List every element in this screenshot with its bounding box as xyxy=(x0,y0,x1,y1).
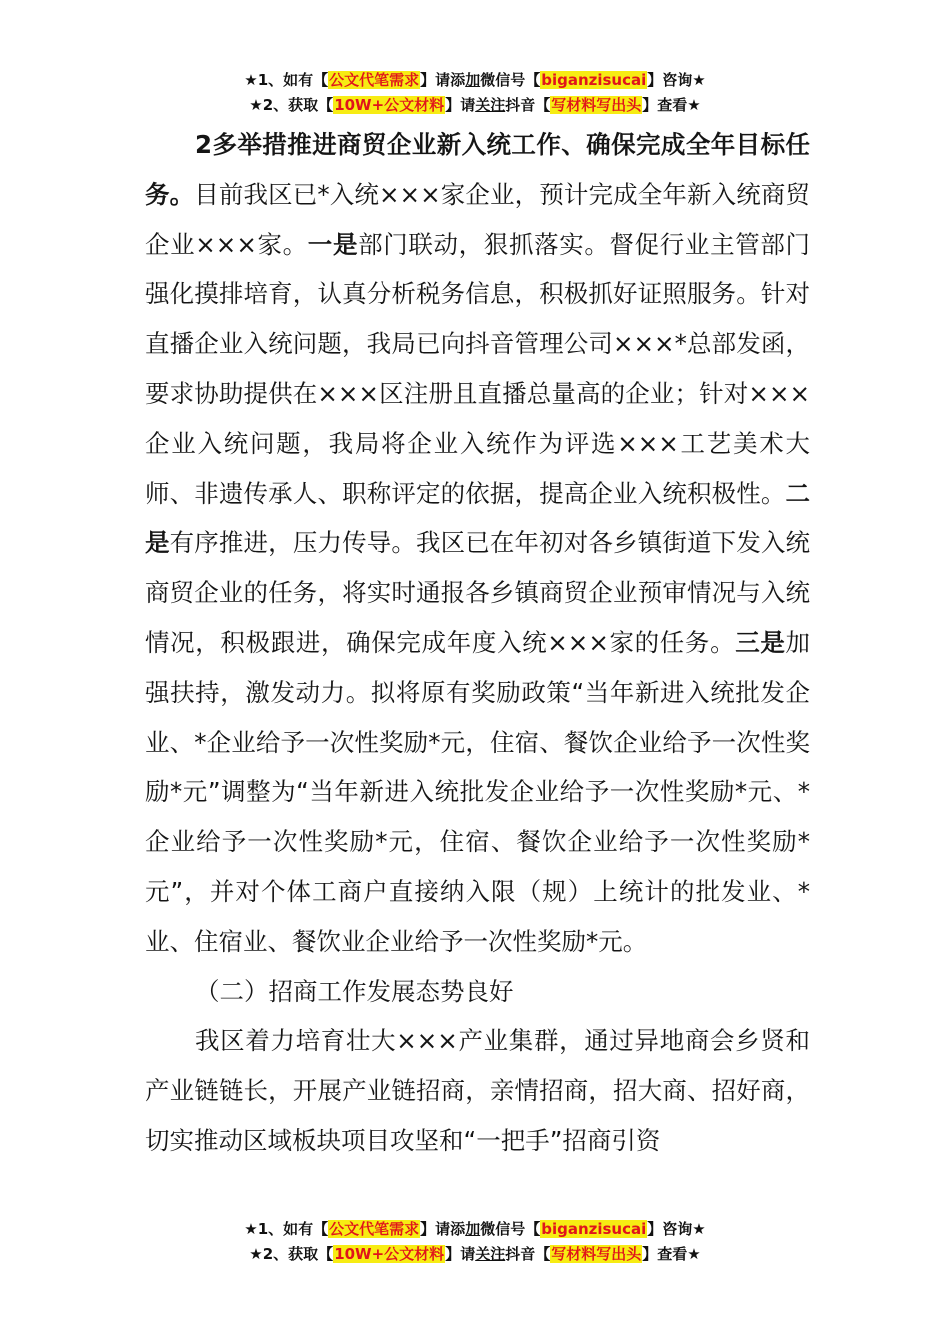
promo-highlight: 公文代笔需求 xyxy=(329,1220,420,1238)
paragraph-text: 加强扶持，激发动力。拟将原有奖励政策“当年新进入统批发企业、*企业给予一次性奖励*元，住宿、餐饮企业给予一次性奖励*元”调整为“当年新进入统批发企业给予一次性奖励*元、*企业给予一次性奖励*元，住宿、餐饮企业给予一次性奖励*元”，并对个体工商户直接纳入限（规）上统计的批发业、*业、住宿业、餐饮业企业给予一次性奖励*元。 xyxy=(145,627,811,956)
point-label-2: 二是 xyxy=(145,478,810,558)
promo-line-1 xyxy=(0,68,950,93)
promo-text: 】咨询★ xyxy=(647,1220,706,1238)
promo-highlight: 写材料写出头 xyxy=(551,1245,642,1263)
promo-text: ★2、获取【 xyxy=(249,96,334,114)
promo-text: 】请 xyxy=(445,1245,476,1263)
promo-text: 】请添 xyxy=(420,71,466,89)
promo-underlined: 关注 xyxy=(475,1245,506,1263)
section-heading: （二）招商工作发展态势良好 xyxy=(195,976,514,1006)
promo-highlight: 公文代笔需求 xyxy=(329,71,420,89)
point-label-3: 三是 xyxy=(735,627,786,657)
promo-text: ★1、如有【 xyxy=(244,1220,329,1238)
paragraph-investment: 我区着力培育壮大×××产业集群，通过异地商会乡贤和产业链链长，开展产业链招商，亲情招商，招大商、招好商，切实推动区域板块项目攻坚和“一把手”招商引资 xyxy=(145,1026,810,1155)
promo-banner-bottom xyxy=(0,1217,950,1267)
paragraph-text: 有序推进，压力传导。我区已在年初对各乡镇街道下发入统商贸企业的任务，将实时通报各乡镇商贸企业预审情况与入统情况，积极跟进，确保完成年度入统×××家的任务。 xyxy=(145,528,811,657)
promo-text: 】请 xyxy=(445,96,476,114)
promo-underlined: 关注 xyxy=(475,96,506,114)
promo-text: 抖音【 xyxy=(505,1245,551,1263)
promo-highlight: 10W+公文材料 xyxy=(334,1245,445,1263)
promo-underlined: 加 xyxy=(465,1220,481,1238)
promo-line-1 xyxy=(0,1217,950,1242)
promo-underlined: 加 xyxy=(465,71,481,89)
promo-highlight: biganzisucai xyxy=(541,71,647,89)
promo-highlight: 10W+公文材料 xyxy=(334,96,445,114)
promo-text: 】咨询★ xyxy=(647,71,706,89)
promo-line-2 xyxy=(0,93,950,118)
document-body xyxy=(145,120,810,1166)
promo-text: 】请添 xyxy=(420,1220,466,1238)
promo-text: 】查看★ xyxy=(642,96,701,114)
promo-text: ★1、如有【 xyxy=(244,71,329,89)
point-label-1: 一是 xyxy=(307,229,359,259)
promo-line-2 xyxy=(0,1242,950,1267)
promo-text: 微信号【 xyxy=(480,71,541,89)
promo-text: ★2、获取【 xyxy=(249,1245,334,1263)
paragraph-measures xyxy=(145,120,810,967)
paragraph-lead: 2多举措推进商贸企业新入统工作、确保完成全年目标任务。 xyxy=(145,130,810,209)
promo-text: 抖音【 xyxy=(505,96,551,114)
promo-banner-top xyxy=(0,68,950,118)
promo-highlight: 写材料写出头 xyxy=(551,96,642,114)
promo-text: 】查看★ xyxy=(642,1245,701,1263)
promo-highlight: biganzisucai xyxy=(541,1220,647,1238)
paragraph-text: 部门联动，狠抓落实。督促行业主管部门强化摸排培育，认真分析税务信息，积极抓好证照服务。针对直播企业入统问题，我局已向抖音管理公司×××*总部发函，要求协助提供在×××区注册且直播总量高的企业；针对×××企业入统问题，我局将企业入统作为评选×××工艺美术大师、非遗传承人、职称评定的依据，提高企业入统积极性。 xyxy=(145,229,811,508)
promo-text: 微信号【 xyxy=(480,1220,541,1238)
paragraph-text: 目前我区已*入统×××家企业，预计完成全年新入统商贸企业×××家。 xyxy=(145,179,811,259)
